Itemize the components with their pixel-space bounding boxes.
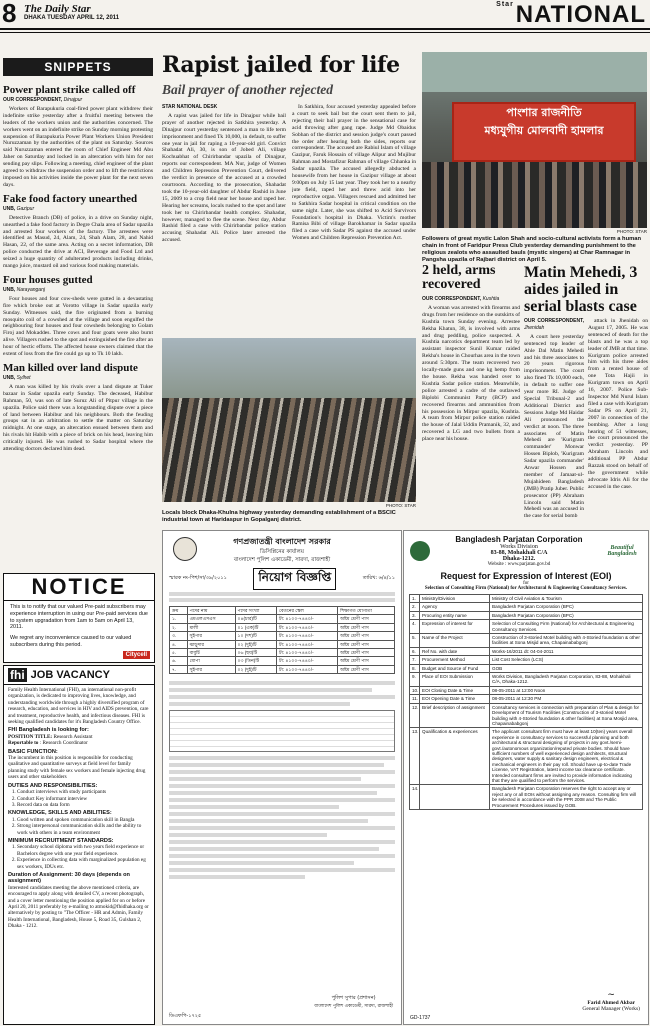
table-row: 1. Ministry/Division Ministry of Civil Aviation & Tourism <box>410 595 643 603</box>
signature-title: পুলিশ সুপার (প্রশাসন) <box>331 995 376 1001</box>
org-name: Bangladesh Parjatan Corporation <box>455 535 583 544</box>
section-title <box>496 1 646 29</box>
table-row: 14. Bangladesh Parjatan Corporation reserves the right to accept any or reject any or all EOIs without assigning any reason. Consulting firm will be selected in accordance with the PPR 2008 and The Public Procurement Procedures issued by GOB. <box>410 785 643 810</box>
main-story-col1: STAR NATIONAL DESK A rapist was jailed for life in Dinajpur while bail prayer of another rejected in Satkhira yesterday. A Dinajpur court yesterday sentenced a man to life term imprisonment and fined Tk 10,000, in default, to suffer one year in jail for raping a 10-year-old girl. Convict Shahadat Ali, 30, is son of Jobed Ali, village Kochuabhat of Chirirbandar upazila of Dinajpur, reports our correspondent. MA Nur, judge of Women and Children Repression Prevention Court, delivered the verdict in presence of the accused at a crowded courtroom. According to the prosecution, Shahadat took the 10-year-old daughter of Abdur Rashid in June 15, 2009 to a crop field near her house and raped her. Hearing her screams, locals rushed to the spot and later took her to Chirirbandar health complex. Shahadat, however, managed to flee the scene. Next day, Abdur Rashid filed a case with Chirirbandar police station accusing Shahadat Ali. Police later arrested the accused. <box>162 104 286 244</box>
table-row: 13. Qualification & experiences The applicant consultant firm must have at least 10(ten) years overall experience in consultancy services to successful planning and both architectural & structural designing of projects in any govt./semi-govt./autonomous organization/reputed private bodies. Should have sufficient numbers of well experienced design architects, structural designers, water supply & sanitary design engineers, electrical & mechanical engineers in their pay roll. Should have up-to-date Trade License, VAT Registration, latest income tax clearance certificate. Intended consultant firms are invited to provide information indicating that they are qualified to perform the services. <box>410 728 643 785</box>
notice-title: NOTICE <box>4 574 154 601</box>
story3-col1: OUR CORRESPONDENT, Jhenidah A court here yesterday sentenced top leader of Ahle Dal Matin Mehedi and his three associates to 20 years rigorous imprisonment. The court also fined Tk 10,000 each, in default to suffer one year more RI. Judge of Special Tribunal-2 and Additional District and Sessions Judge Md Haidar Ali pronounced the verdict at noon. The three associates of Matin Mehedi are 'Kurigram commander' Monwar Hossen Biplob, 'Kurigram Sadar upazila commander' Anwar Hossen and member of Jamaat-ul-Mujahideen Bangladesh (JMB) Pratip Juber. Public prosecutor (PP) Abraham Lincoln said Matin Mehedi was an accused in the case for serial bomb <box>524 318 584 520</box>
signature-office: বাংলাদেশ পুলিশ একাডেমী, সারদা, রাজশাহী <box>314 1004 393 1009</box>
story3-col2: attack in Jhenidah on August 17, 2005. He was sentenced of death for the blasts and he was a top leader of JMB at that time. Kurigram police arrested him with his three aides from a rented house of one Tota Hajii in Kurigram town on April 16, 2007. Police Sub-Inspector Md Nurul Islam filed a case with Kurigram Sadar PS on April 21, 2007 in connection of the bombing. After a long hearing of 51 witnesses, the court pronounced the verdict yesterday. PP Abraham Lincoln and additional PP Abdur Razzak stood on behalf of the government while advocate Idris Ali for the accused in the case. <box>588 318 648 490</box>
fhi-logo: fhi <box>10 668 25 682</box>
eoi-ad <box>403 530 649 1025</box>
main-subhead: Bail prayer of another rejected <box>162 82 333 97</box>
snippet-byline: UNB, Gazipur <box>3 205 35 212</box>
table-row: ৩. সুইপার ১০ (দশ)টি টা: ৪১০০-৭৪৪০/- অষ্টম শ্রেণী পাস <box>170 632 395 640</box>
snippet-title: Power plant strike called off <box>3 84 136 96</box>
table-row: 9. Place of EOI Submission Works Division, Bangladesh Parjatan Corporation, 83-88, Mohakhali C/A, Dhaka-1212. <box>410 673 643 687</box>
job-title: JOB VACANCY <box>30 669 110 681</box>
table-row: ৪. ঝাড়ুদার ০২ (দুই)টি টা: ৪১০০-৭৪৪০/- অষ্টম শ্রেণী পাস <box>170 640 395 648</box>
job-body: Family Health International (FHI), an international non-profit organization, is dedicated to improving lives, knowledge, and understanding worldwide through a highly diversified program of research, education, and services in HIV and AIDS prevention, care and treatment, reproductive health, and infectious diseases. FHI is seeking qualified candidates for it's Bangladesh Country Office. FHI Bangladesh is looking for: POSITION TITLE: Research Assistant Reportable to : Research Coordinator BASIC FUNCTION: The incumbent in this position is responsible for conducting qualitative and quantitative surveys at field level for family planning study with female sex workers and female injecting drug users and other stakeholders DUTIES AND RESPONSIBILITIES: 1. Conduct interviews with study participants 2. Conduct Key informant interview 3. Record data on data form KNOWLEDGE, SKILLS AND ABILITIES: 1. Good written and spoken communication skill in Bangla 2. Strong interpersonal communication skills and the ability to work with others in a team environment MINIMUM RECRUITMENT STANDARDS: 1. Secondary school diploma with two years field experience or Bachelors degree with one year field experience. 2. Experience in collecting data with marginalized population eg sex workers, IDUs etc. Duration of Assignment: 30 days (depends on assignment) Interested candidates meeting the above mentioned criteria, are encouraged to apply along with detailed CV, a recent photograph, and a cover letter mentioning the position applied for on or before April 20, 2011 preferably by e-mailing to atmokid@fhidhaka.org or alternatively by posting to "The Officer - HR and Admin, Family Health International, Bangladesh, House 5, Road 35, Gulshan 2, Dhaka - 1212. <box>4 685 154 932</box>
eoi-table <box>409 594 643 810</box>
protest-banner: পাংশার রাজনীতি মধ্যযুগীয় মোলবাদী হামলার <box>452 102 636 162</box>
snippet-body: Workers of Barapukuria coal-fired power plant withdrew their indefinite strike yesterday after a fruitful meeting between the leaders of the workers union and the authorities concerned. The workers went on an indefinite strike on Sunday morning protesting suspension of Barapukuria Power Plant Workers Union President Nuruzzaman by the authorities of the plant on Saturday. Sources said Nuruzzaman entered the room of Chief Engineer Md Abu Jaher on Saturday and locked in an altercation with him for not sending pay slips. Following a meeting, chief engineer of the plant agreed to withdraw the suspension order and to lift the restrictions imposed on his activities inside the power plant for the next seven days. <box>3 105 153 188</box>
table-row: ১. এমএলএসএস ০৪(চার)টি টা: ৪১০০-৭৪৪০/- অষ্টম শ্রেণী পাস <box>170 615 395 623</box>
snippet-body: Four houses and four cow-sheds were gutted in a devastating fire which broke out at Vorotto village in Sadar upazila early Sunday. Witnesses said, the fire originated from a burning mosquito coil of a cowshed at the village and soon engulfed the neighbouring four houses and four cowsheds belonging to Golam Firoj and Mokaddes. Three cows and four goats were also burnt alive. Villagers rushed to the spot and extinguished the fire after an hour of hectic efforts. The affected house owners claimed that the extent of loss from the fire could go up to Tk 10 lakh. <box>3 295 153 358</box>
snippet-body: Detective Branch (DB) of police, in a drive on Sunday night, unearthed a fake food factory in Degre Chala area of Sadar upazila and arrested four workers of the factory. The arrestees were identified as Masud, 24, Alam, 24, Shah Alam, 28, and Nahid Hasan, 22, of the same area. Acting on a secret information, DB police conducted the drive at ACI, Beverage and Food Ltd and seized a huge quantity of adulterated products including drinks, mango juice, mustard oil and various food making materials. <box>3 214 153 270</box>
ad-fine-print <box>163 676 401 884</box>
snippet-title: Four houses gutted <box>3 273 93 286</box>
eoi-title: Request for Expression of Interest (EOI) <box>440 571 612 581</box>
table-row: ৫. বাবুর্চি ০৬ (ছয়)টি টা: ৪১০০-৭৪৪০/- অষ্টম শ্রেণী পাস <box>170 649 395 657</box>
main-headline: Rapist jailed for life <box>162 52 400 78</box>
story3-headline: Matin Mehedi, 3 aides jailed in serial blasts case <box>524 264 638 315</box>
eoi-subtitle: Selection of Consulting Firm (National) for Architectural & Engineering Consultancy Services. <box>424 586 628 591</box>
table-row: 10. EOI Closing Date & Time 08-05-2011 at 12:00 Noon <box>410 686 643 694</box>
table-row: 12. Brief description of assignment Consultancy services in connection with preparation of Plan & design for Development of Tourism Facilities (Construction of 3-storied Motel building with 4-Storied foundation & other facilities) at Sona Mosjid area, Chapainababgonj <box>410 703 643 728</box>
table-row: 4. Expression of interest for Selection of Consulting Firm (National) for Architectural & Engineering Consultancy Services. <box>410 620 643 634</box>
signature-icon: ~ <box>607 990 615 1000</box>
snippet-byline: UNB, Sylhet <box>3 375 31 381</box>
photo-credit: PHOTO: STAR <box>385 503 416 508</box>
ad-code: GD-1737 <box>410 1015 431 1021</box>
job-vacancy-ad <box>3 665 155 1025</box>
memo-no: স্মারক নং-পিশ/সা/৩৯/২০১১ <box>169 575 227 581</box>
paper-name: The Daily Star <box>24 3 91 15</box>
story2-headline: 2 held, arms recovered <box>422 263 496 292</box>
recruitment-ad-bangla <box>162 530 402 1025</box>
table-row: 5. Name of the Project Construction of 3-storied Motel building with 4-Storied foundation & other facilities at Sona Misjid area, Chapainababgonj <box>410 634 643 648</box>
section-prefix: Star <box>496 1 514 8</box>
notice-text: This is to notify that our valued Pre-paid subscribers may experience interruption in using our Pre-paid services due to system upgradation from 1am to 5am on April 13, 2011. We regret any inconvenience caused to our valued subscribers during this period. <box>10 604 148 648</box>
issue-date: DHAKA TUESDAY APRIL 12, 2011 <box>24 15 120 21</box>
snippet-title: Fake food factory unearthed <box>3 192 138 205</box>
table-row: ২. মালী ০১ (এক)টি টা: ৪১০০-৭৪৪০/- অষ্টম শ্রেণী পাস <box>170 623 395 631</box>
office-line: ডিসিপ্লিনের কার্যালয় <box>260 549 304 555</box>
eoi-for: for <box>523 581 529 586</box>
org-wing: Works Division <box>500 544 538 550</box>
table-row: 2. Agency Bangladesh Parjatan Corporation (BPC) <box>410 603 643 611</box>
photo-credit: PHOTO: STAR <box>616 229 647 234</box>
highway-blockade-photo <box>162 338 416 502</box>
photo-caption: Locals block Dhaka-Khulna highway yesterday demanding establishment of a BSCIC industrial town at Haridaspur in Gopalganj district. <box>162 510 396 523</box>
ad-date: তারিখ: ৬/৪/১১ <box>362 575 395 581</box>
section-name: NATIONAL <box>515 1 646 28</box>
table-row: 6. Ref No. with date Works-16/2011 dt: 04-04-2011 <box>410 647 643 655</box>
main-story-col2: In Satkhira, four accused yesterday appealed before a court to seek bail but the court sent them to jail, rejecting their bail prayer in the sensational case for acid throwing after gang rape. Judge Md Obaidus Sobhan of the district and session judge's court passed the order after hearing both the sides, reports our correspondent. The accused are Rabiul Islam of village Gazipur, Faruk Hossain of village Alipur and Mujibur Rahman and Mostafizur Rahman of village Chhanka in Sadar upazila. The accused allegedly abducted a housewife from her house in Gazipur village at about 9:00pm on July 15 last year. They took her to a nearby jute field, raped her and threw acid into her reproductive organ. Villagers rescued and admitted her to Satkhira Sadar hospital in critical condition on the same night. Later, she was shifted to Acid Survivors Foundation's hospital in Dhaka. Victim's mother Ramisa Bibi of village Barokhamar in Sadar upazila filed a case with Sadar PS against the accused under Women and Children Repression Prevention Act. <box>292 104 416 242</box>
masthead <box>0 0 650 30</box>
org-address: Dhaka-1212. <box>502 556 536 562</box>
table-row: 3. Procuring entity name Bangladesh Parjatan Corporation (BPC) <box>410 611 643 619</box>
org-website: Website : www.parjatan.gov.bd <box>487 562 551 567</box>
govt-name: গণপ্রজাতন্ত্রী বাংলাদেশ সরকার <box>233 537 331 546</box>
job-header <box>4 666 154 685</box>
snippets-column <box>3 80 153 568</box>
table-row: ৭. সুইপার ০২ (দুই)টি টা: ৪১০০-৭৪৪০/- অষ্টম শ্রেণী পাস <box>170 665 395 673</box>
bpc-logo-icon <box>410 541 430 561</box>
org-address: 83-88, Mohakhali C/A <box>490 550 548 556</box>
table-header: ক্রম পদের নাম পদের সংখ্যা বেতনের স্কেল শিক্ষাগত যোগ্যতা <box>170 607 395 615</box>
beautiful-bangladesh-logo: Beautiful Bangladesh <box>607 545 637 557</box>
lalon-protest-photo <box>422 52 647 228</box>
table-row: 8. Budget and Source of Fund GOB <box>410 664 643 672</box>
snippet-title: Man killed over land dispute <box>3 362 138 374</box>
table-row: ৬. ধোপা ০৩ (তিন)টি টা: ৪১০০-৭৪৪০/- অষ্টম শ্রেণী পাস <box>170 657 395 665</box>
office-line: বাংলাদেশ পুলিশ একাডেমী, সারদা, রাজশাহী <box>233 557 331 563</box>
citycell-logo: Citycell <box>123 651 150 659</box>
vacancy-table <box>169 606 395 674</box>
ad-title: নিয়োগ বিজ্ঞপ্তি <box>253 568 336 590</box>
signer-name: Farid Ahmed Akbar <box>587 1000 636 1006</box>
notice-ad <box>3 573 155 663</box>
govt-emblem-icon <box>173 537 197 561</box>
table-row: 11. EOI Opening Date & Time 08-05-2011 at 12:30 PM <box>410 695 643 703</box>
snippets-heading: SNIPPETS <box>3 58 153 76</box>
story2-body: OUR CORRESPONDENT, Kushtia A woman was arrested with firearms and drugs from her residence on the outskirts of Kushtia town Sunday evening. Arrestee Rekha Khatun, 38, is involved with arms and drug peddling, police suspected. A Kushtia narcotics department team led by assistant inspector Sunil Kumar raided Rekha's house in Chourhas area in the town around 5:30pm. The team recovered two locally-made guns and one kg hemp from the house. Rekha was handed over to Kushtia Sadar police station. Meanwhile, police arrested a cadre of the outlawed Biplobi Communist Party (BCP) and recovered firearms and ammunition from his possession in Mirpur upazila, Kushtia. A team from Mirpur police station raided the house of Jalal Uddin Pramanik, 32, and recovered a LG and two bullets from a place near his house. <box>422 296 520 443</box>
table-row: 7. Procurement Method List Cost Selection (LCS) <box>410 656 643 664</box>
snippet-body: A man was killed by his rivals over a land dispute at Tuker bazaar in Sadar upazila early Sunday. The deceased, Habibur Rahman, 50, was son of late Suruz Ali of Pitpur village in the upazila. Police said there was a longstanding dispute over a piece of land between Habibur and his neighbours. Both the feuding groups sat in an arbitration to settle the matter on Saturday midnight. At one stage, an altercation ensued between them and his rivals hit Habib with a piece of brick on his head, leaving him critically injured. He was rushed to Sadar hospital where the attending doctors declared him dead. <box>3 383 153 453</box>
page-number: 8 <box>2 0 17 28</box>
ad-code: ডিএফপি-১৭২৫ <box>169 1013 202 1019</box>
snippet-byline: OUR CORRESPONDENT, Dinajpur <box>3 97 83 103</box>
snippet-byline: UNB, Narayanganj <box>3 286 45 293</box>
signer-title: General Manager (Works) <box>582 1006 640 1012</box>
photo-caption: Followers of great mystic Lalon Shah and socio-cultural activists form a human chain in front of Faridpur Press Club yesterday demanding punishment to the religious zealots who assaulted bauls (mystic singers) at Char Ramnagar in Pangsha upazila of Rajbari district on April 5. <box>422 236 642 263</box>
